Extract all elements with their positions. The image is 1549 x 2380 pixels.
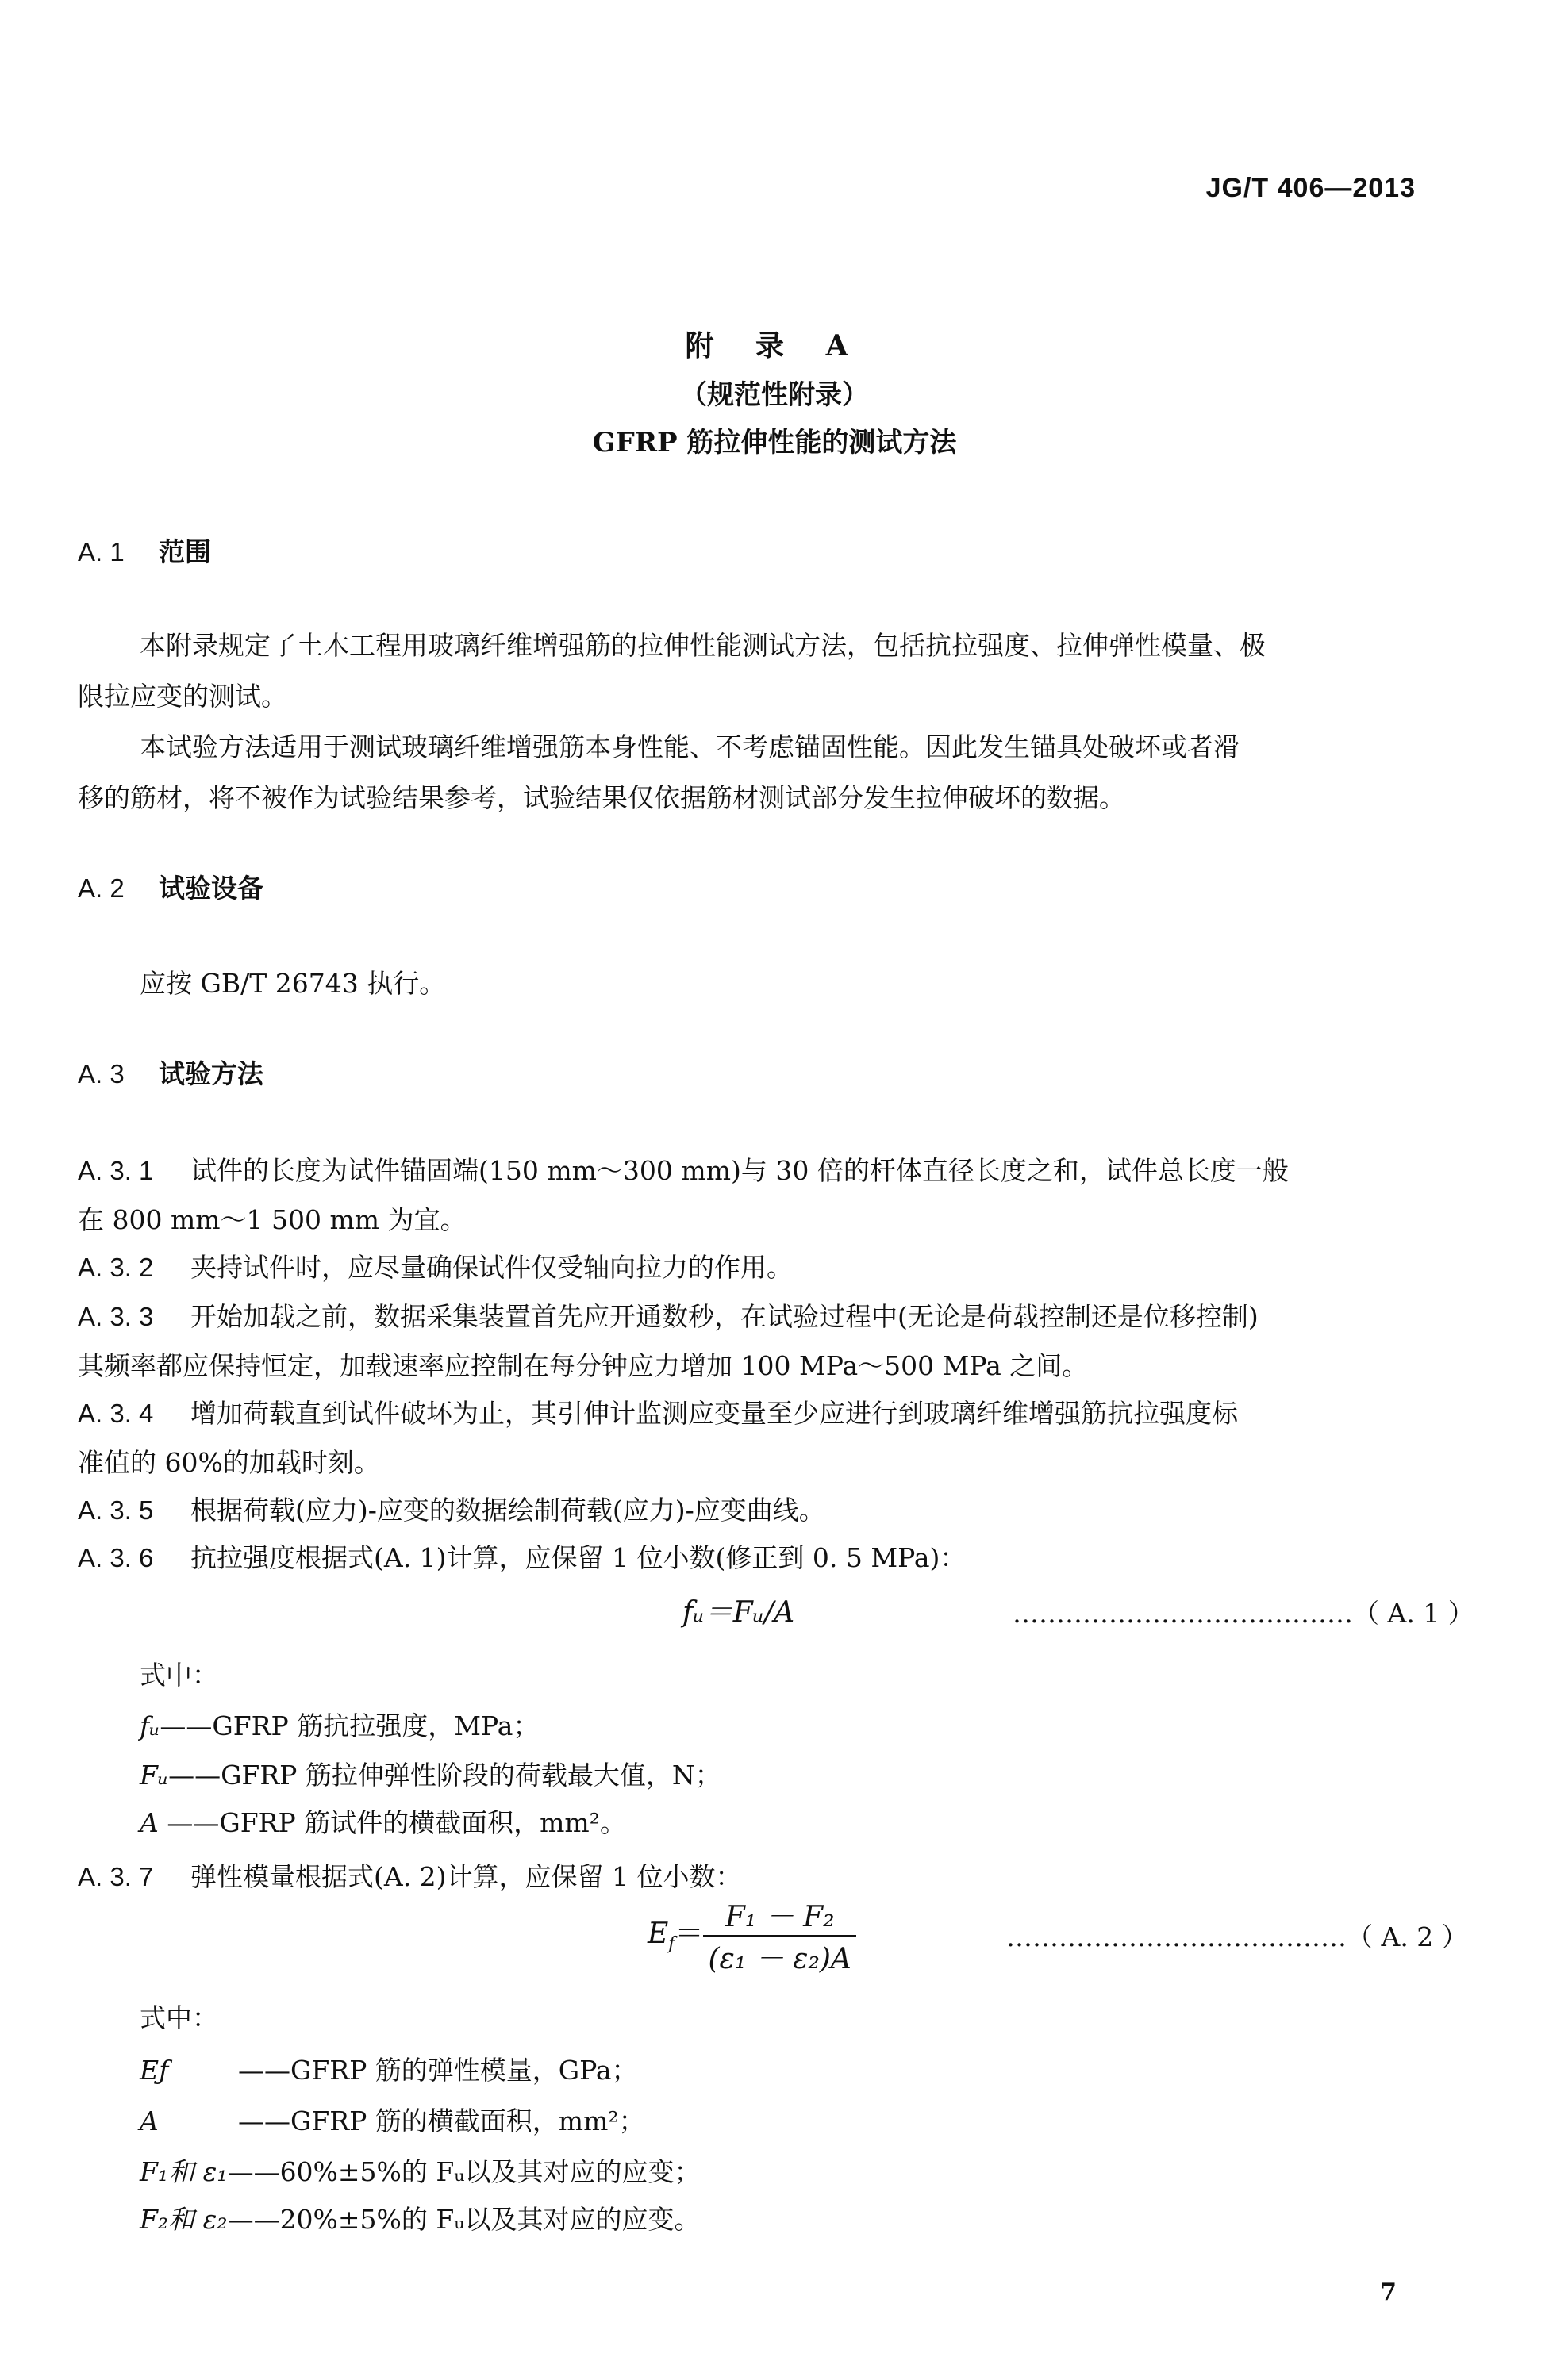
clause-a3-2	[78, 1242, 793, 1293]
definition-A2	[140, 2101, 645, 2138]
definition-symbol: A	[140, 1807, 159, 1838]
formula-lhs: fᵤ	[682, 1596, 705, 1629]
clause-a3-3-cont: 其频率都应保持恒定，加载速率应控制在每分钟应力增加 100 MPa～500 MPa 之间。	[78, 1350, 1089, 1381]
definition-symbol: F₂和 ε₂	[140, 2204, 228, 2235]
definition-text: ——GFRP 筋试件的横截面积，mm²。	[158, 1807, 626, 1838]
definition-Ef	[140, 2050, 638, 2087]
clause-text: 增加荷载直到试件破坏为止，其引伸计监测应变量至少应进行到玻璃纤维增强筋抗拉强度标	[190, 1398, 1238, 1429]
formula-equals: ＝	[675, 1917, 704, 1950]
definition-F2	[140, 2199, 700, 2236]
section-title: 试验方法	[159, 1058, 263, 1089]
clause-text: 试件的长度为试件锚固端(150 mm～300 mm)与 30 倍的杆体直径长度之和，试件总长度一般	[190, 1155, 1289, 1186]
section-title: 范围	[159, 536, 211, 567]
appendix-type: （规范性附录）	[680, 379, 869, 411]
section-number: A. 2	[78, 873, 125, 903]
section-heading-a3	[78, 1054, 263, 1091]
definition-Fu	[140, 1755, 721, 1792]
section-heading-a2	[78, 868, 263, 905]
paragraph-applicability-line1: 本试验方法适用于测试玻璃纤维增强筋本身性能、不考虑锚固性能。因此发生锚具处破坏或者滑	[140, 731, 1240, 762]
appendix-subject: GFRP 筋拉伸性能的测试方法	[592, 427, 957, 459]
definition-fu	[140, 1706, 539, 1743]
clause-text: 夹持试件时，应尽量确保试件仅受轴向拉力的作用。	[190, 1252, 793, 1283]
clause-a3-7	[78, 1852, 742, 1902]
definition-text: ——20%±5%的 Fᵤ以及其对应的应变。	[227, 2204, 701, 2235]
definition-text: ——GFRP 筋抗拉强度，MPa；	[160, 1710, 540, 1741]
clause-number: A. 3. 2	[78, 1253, 154, 1282]
clause-a3-4-cont: 准值的 60%的加载时刻。	[78, 1447, 380, 1478]
definition-symbol: F₁和 ε₁	[140, 2156, 228, 2187]
definition-symbol: Eƒ	[140, 2055, 169, 2086]
clause-number: A. 3. 3	[78, 1302, 154, 1331]
section-title: 试验设备	[159, 873, 263, 904]
equation-number-a1: …………………………………（ A. 1 ）	[1013, 1598, 1474, 1629]
formula-lhs: $E_f$	[648, 1917, 675, 1955]
clause-text: 弹性模量根据式(A. 2)计算，应保留 1 位小数：	[190, 1861, 742, 1892]
clause-text: 开始加载之前，数据采集装置首先应开通数秒，在试验过程中(无论是荷载控制还是位移控制)	[190, 1301, 1259, 1332]
formula-a1	[682, 1590, 794, 1630]
section-number: A. 3	[78, 1059, 125, 1088]
section-heading-a1	[78, 532, 211, 569]
definition-symbol: Fᵤ	[140, 1760, 169, 1791]
definition-text: ——GFRP 筋的弹性模量，GPa；	[238, 2055, 638, 2086]
standard-code: JG/T 406—2013	[1205, 173, 1416, 203]
definition-A	[140, 1802, 626, 1840]
definition-F1	[140, 2152, 700, 2189]
definition-text: ——GFRP 筋拉伸弹性阶段的荷载最大值，N；	[168, 1760, 721, 1791]
clause-number: A. 3. 5	[78, 1495, 154, 1525]
formula-rhs: ＝Fᵤ/A	[704, 1596, 795, 1629]
equation-number-a2: …………………………………（ A. 2 ）	[1006, 1921, 1468, 1952]
definition-text: ——GFRP 筋的横截面积，mm²；	[238, 2106, 645, 2136]
clause-a3-1-cont: 在 800 mm～1 500 mm 为宜。	[78, 1204, 467, 1235]
definition-symbol: fᵤ	[140, 1710, 160, 1741]
paragraph-applicability-line2: 移的筋材，将不被作为试验结果参考，试验结果仅依据筋材测试部分发生拉伸破坏的数据。	[78, 782, 1125, 813]
formula-fraction	[703, 1894, 855, 1977]
clause-a3-4	[78, 1388, 1238, 1439]
clause-number: A. 3. 1	[78, 1156, 154, 1185]
clause-a3-6	[78, 1533, 966, 1583]
section-number: A. 1	[78, 537, 125, 566]
page-number: 7	[1380, 2278, 1397, 2306]
where-label-2: 式中：	[140, 2002, 218, 2033]
clause-number: A. 3. 6	[78, 1543, 154, 1572]
paragraph-equipment: 应按 GB/T 26743 执行。	[140, 968, 446, 999]
paragraph-scope-line2: 限拉应变的测试。	[78, 681, 287, 712]
clause-a3-1	[78, 1146, 1289, 1196]
definition-text: ——60%±5%的 Fᵤ以及其对应的应变；	[227, 2156, 701, 2187]
appendix-title: 附 录 A	[685, 329, 864, 363]
fraction-denominator: (ε₁ － ε₂)A	[708, 1943, 851, 1975]
clause-text: 根据荷载(应力)-应变的数据绘制荷载(应力)-应变曲线。	[190, 1495, 825, 1526]
where-label: 式中：	[140, 1660, 218, 1691]
clause-number: A. 3. 7	[78, 1862, 154, 1891]
formula-a2	[648, 1894, 856, 1977]
clause-number: A. 3. 4	[78, 1399, 154, 1428]
clause-a3-5	[78, 1485, 825, 1536]
definition-symbol: A	[140, 2106, 159, 2136]
paragraph-scope-line1: 本附录规定了土木工程用玻璃纤维增强筋的拉伸性能测试方法，包括抗拉强度、拉伸弹性模量、极	[140, 630, 1266, 661]
fraction-numerator: F₁ － F₂	[703, 1894, 855, 1937]
clause-text: 抗拉强度根据式(A. 1)计算，应保留 1 位小数(修正到 0. 5 MPa)：	[190, 1542, 967, 1573]
clause-a3-3	[78, 1292, 1259, 1342]
